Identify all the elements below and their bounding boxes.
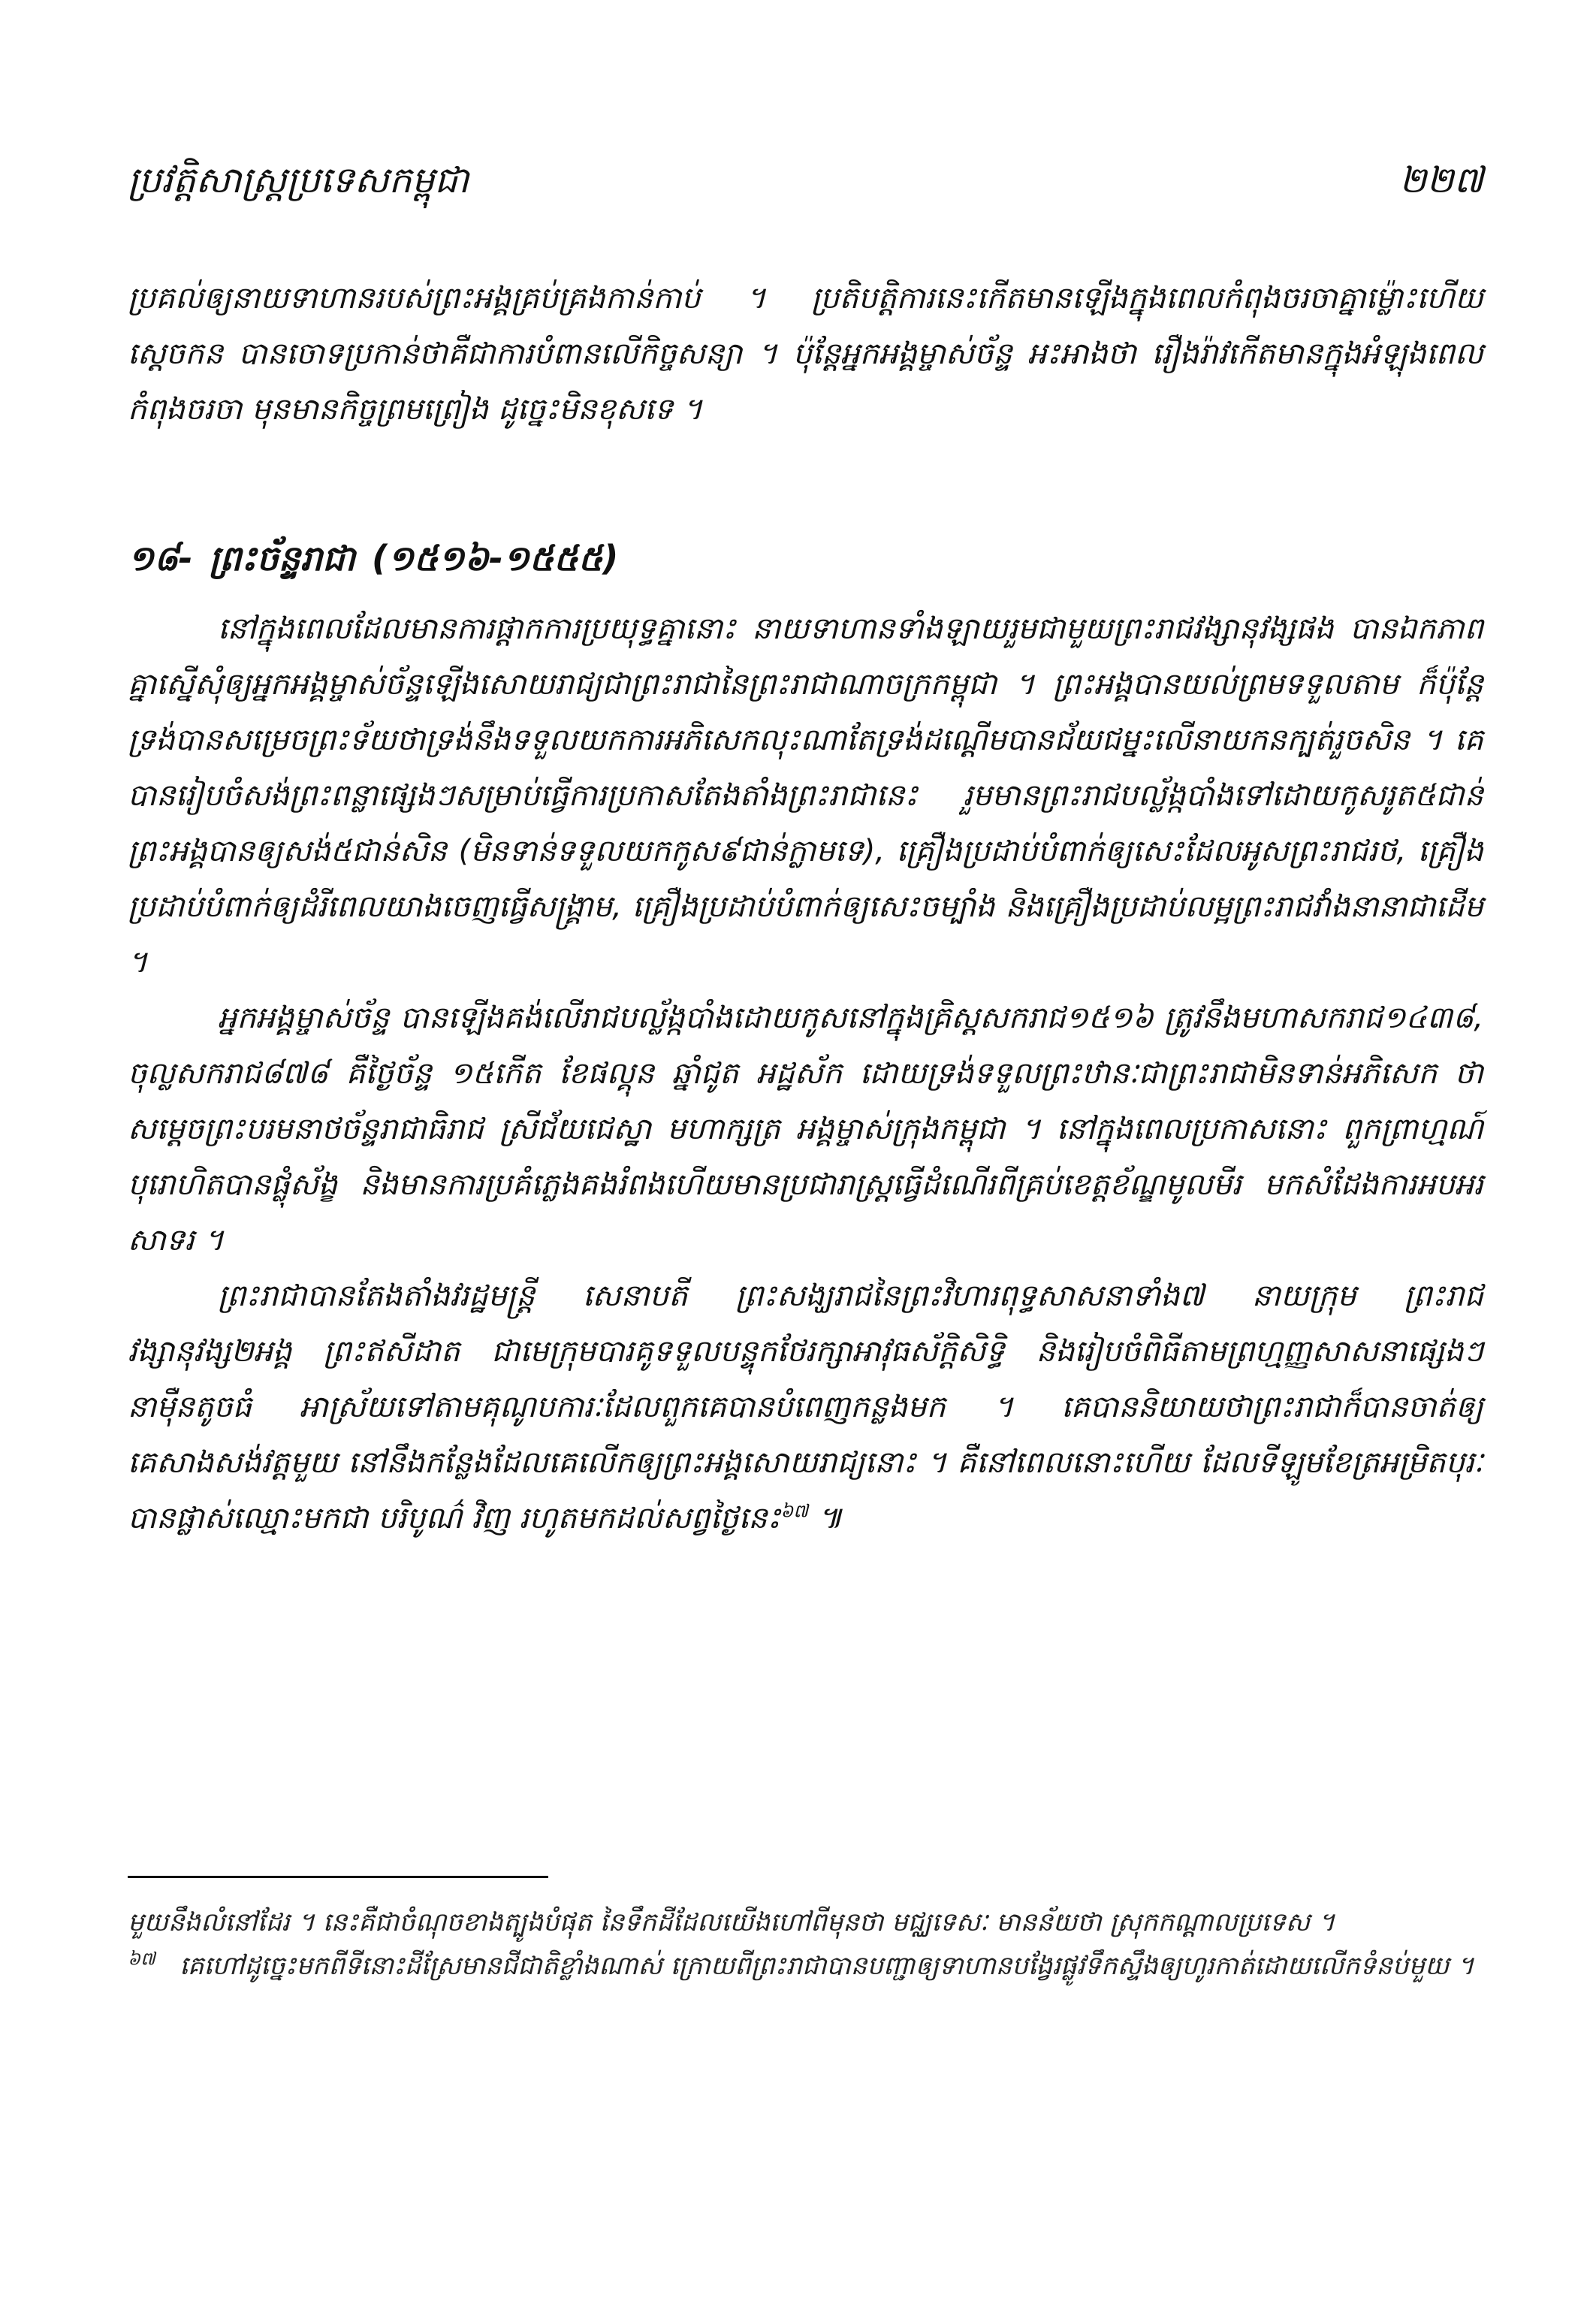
- section-paragraph: អ្នកអង្គម្ចាស់ច័ន្ទ បានឡើងគង់លើរាជបល្ល័ង្កបាំងដោយកូសនៅក្នុងគ្រិស្តសករាជ១៥១៦ ត្រូវនឹងមហាសករាជ១៤៣៨, ចុល្លសករាជ៨៧៨ គឺថ្ងៃច័ន្ទ ១៥កើត ខែផល្គុន ឆ្នាំជូត អដ្ឋស័ក ដោយទ្រង់ទទួលព្រះឋានៈជាព្រះរាជាមិនទាន់អភិសេក ថាសម្ដេចព្រះបរមនាថច័ន្ទរាជាធិរាជ ស្រីជ័យជេស្ឋា មហាក្សត្រ អង្គម្ចាស់ក្រុងកម្ពុជា ។ នៅក្នុងពេលប្រកាសនោះ ពួកព្រាហ្មណ៍បុរោហិតបានផ្លុំស័ង្ខ និងមានការប្រគំភ្លេងគងរំពងហើយមានប្រជារាស្ត្រធ្វើដំណើរពីគ្រប់ខេត្តខ័ណ្ឌមូលមីរ មកសំដែងការអបអរសាទរ ។: [128, 1001, 1483, 1258]
- footnote-reference[interactable]: ៦៧: [780, 1500, 808, 1522]
- footnote-divider: [128, 1876, 548, 1878]
- section-paragraph: [128, 1268, 1483, 1546]
- footnote-continuation: មួយនឹងលំនៅដែរ ។ នេះគឺជាចំណុចខាងត្បូងបំផុត នៃទឹកដីដែលយើងហៅពីមុនថា មជ្ឈទេសៈ មានន័យថា ស្រុកកណ្ដាលប្រទេស ។: [128, 1907, 1335, 1937]
- section-title: ព្រះច័ន្ទរាជា: [209, 538, 355, 578]
- book-title: ប្រវត្តិសាស្ត្រប្រទេសកម្ពុជា: [128, 159, 469, 201]
- running-head: [128, 154, 1483, 214]
- page-number: ២២៧: [1398, 159, 1483, 201]
- footnote-text: គេហៅដូច្នេះមកពីទីនោះដីស្រែមានជីជាតិខ្លាំងណាស់ ក្រោយពីព្រះរាជាបានបញ្ជាឲ្យទាហានបង្វែរផ្លូវទឹកស្ទឹងឲ្យហូរកាត់ដោយលើកទំនប់មួយ ។: [180, 1951, 1474, 1981]
- footnotes: [128, 1901, 1483, 1988]
- section-number: ១៨-: [128, 538, 193, 578]
- section-body: [128, 601, 1483, 1546]
- footnote-number: ៦៧: [128, 1948, 155, 1970]
- closing-mark: ៕: [817, 1501, 843, 1535]
- section-years: (១៥១៦-១៥៥៥): [372, 538, 619, 578]
- section-paragraph: នៅក្នុងពេលដែលមានការផ្ដាកការប្រយុទ្ធគ្នានោះ នាយទាហានទាំងឡាយរួមជាមួយព្រះរាជវង្សានុវង្សផង បានឯកភាពគ្នាស្នើសុំឲ្យអ្នកអង្គម្ចាស់ច័ន្ទឡើងសោយរាជ្យជាព្រះរាជានៃព្រះរាជាណាចក្រកម្ពុជា ។ ព្រះអង្គបានយល់ព្រមទទួលតាម ក៏ប៉ុន្តែទ្រង់បានសម្រេចព្រះទ័យថាទ្រង់នឹងទទួលយកការអភិសេកលុះណាតែទ្រង់ដណ្ដើមបានជ័យជម្នះលើនាយកនក្បត់រួចសិន ។ គេបានរៀបចំសង់ព្រះពន្លាផ្សេងៗសម្រាប់ធ្វើការប្រកាសតែងតាំងព្រះរាជានេះ រួមមានព្រះរាជបល្ល័ង្កបាំងទៅដោយកូសរូត៥ជាន់ ព្រះអង្គបានឲ្យសង់៥ជាន់សិន (មិនទាន់ទទួលយកកូស៩ជាន់ក្លាមទេ), គ្រឿងប្រដាប់បំពាក់ឲ្យសេះដែលអូសព្រះរាជរថ, គ្រឿងប្រដាប់បំពាក់ឲ្យដំរីពេលយាងចេញធ្វើសង្គ្រាម, គ្រឿងប្រដាប់បំពាក់ឲ្យសេះចម្បាំង និងគ្រឿងប្រដាប់លម្អព្រះរាជវាំងនានាជាដើម ។: [128, 611, 1483, 980]
- section-paragraph-text: ព្រះរាជាបានតែងតាំងវរដ្ឋមន្ត្រី សេនាបតី ព្រះសង្ឃរាជនៃព្រះវិហារពុទ្ធសាសនាទាំង៧ នាយក្រុម ព្រះរាជវង្សានុវង្ស២អង្គ ព្រះឥសីដាត ជាមេក្រុមបារគូទទួលបន្ទុកថែរក្សាអាវុធស័ក្ដិសិទ្ធិ និងរៀបចំពិធីតាមព្រហ្មញ្ញសាសនាផ្សេងៗ នាម៉ឺនតូចធំ អាស្រ័យទៅតាមគុណូបការៈដែលពួកគេបានបំពេញកន្លងមក ។ គេបាននិយាយថាព្រះរាជាក៏បានចាត់ឲ្យគេសាងសង់វត្តមួយ នៅនឹងកន្លែងដែលគេលើកឲ្យព្រះអង្គសោយរាជ្យនោះ ។ គឺនៅពេលនោះហើយ ដែលទីឡូមខែត្រអម្រិតបុរៈ បានផ្លាស់ឈ្មោះមកជា បរិបូណ៌ វិញ រហូតមកដល់សព្វថ្ងៃនេះ: [128, 1279, 1483, 1535]
- intro-paragraph-block: [128, 270, 1483, 437]
- section-heading: [128, 537, 618, 587]
- intro-paragraph: ប្រគល់ឲ្យនាយទាហានរបស់ព្រះអង្គគ្រប់គ្រងកាន់កាប់ ។ ប្រតិបត្តិការនេះកើតមានឡើងក្នុងពេលកំពុងចរចាគ្នាម្ល៉ោះហើយ ស្តេចកន បានចោទប្រកាន់ថាគឺជាការបំពានលើកិច្ចសន្យា ។ ប៉ុន្តែអ្នកអង្គម្ចាស់ច័ន្ទ អះអាងថា រឿងរ៉ាវកើតមានក្នុងអំឡុងពេលកំពុងចរចា មុនមានកិច្ចព្រមព្រៀង ដូច្នេះមិនខុសទេ ។: [128, 281, 1483, 427]
- footnote: [128, 1944, 1483, 1988]
